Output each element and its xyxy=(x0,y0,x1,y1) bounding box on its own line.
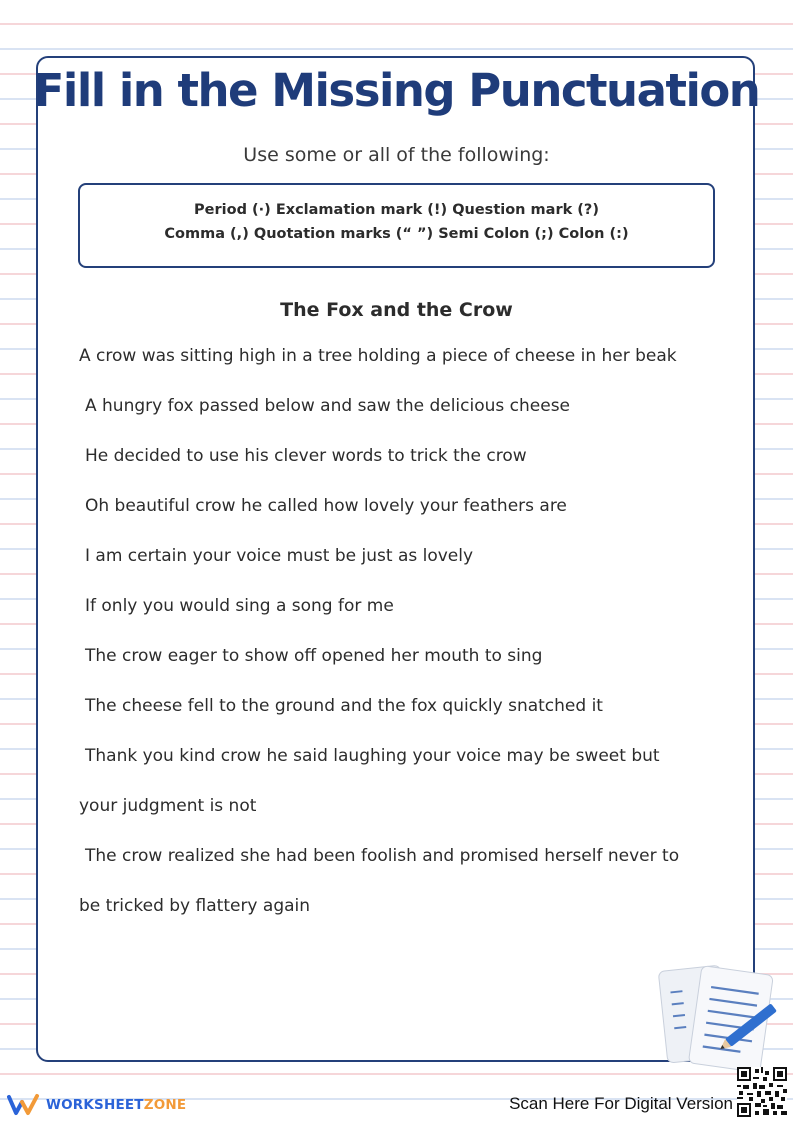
story-line: I am certain your voice must be just as lovely xyxy=(85,546,474,566)
logo-w-icon xyxy=(6,1093,40,1117)
scan-instruction: Scan Here For Digital Version xyxy=(509,1094,733,1113)
story-line: The crow eager to show off opened her mouth to sing xyxy=(85,646,543,666)
story-line: be tricked by flattery again xyxy=(79,896,311,916)
story-line: Oh beautiful crow he called how lovely your feathers are xyxy=(85,496,567,516)
punctuation-line-1: Period (·) Exclamation mark (!) Question mark (?) xyxy=(194,202,599,218)
page-title: Fill in the Missing Punctuation xyxy=(33,64,760,117)
instructions-subtitle: Use some or all of the following: xyxy=(243,144,550,166)
story-line: your judgment is not xyxy=(79,796,257,816)
story-title: The Fox and the Crow xyxy=(280,299,513,321)
punctuation-line-2: Comma (,) Quotation marks (“ ”) Semi Colon (;) Colon (:) xyxy=(164,226,629,242)
logo-text-zone: ZONE xyxy=(143,1097,187,1113)
story-line: A crow was sitting high in a tree holding a piece of cheese in her beak xyxy=(79,346,677,366)
logo-text xyxy=(46,1097,186,1113)
story-line: The cheese fell to the ground and the fox quickly snatched it xyxy=(85,696,603,716)
qr-code-icon[interactable] xyxy=(737,1067,787,1117)
story-line: Thank you kind crow he said laughing your voice may be sweet but xyxy=(85,746,660,766)
story-line: He decided to use his clever words to trick the crow xyxy=(85,446,527,466)
story-line: The crow realized she had been foolish and promised herself never to xyxy=(85,846,680,866)
logo-text-worksheet: WORKSHEET xyxy=(46,1097,144,1113)
worksheetzone-logo[interactable] xyxy=(6,1092,186,1118)
documents-pen-illustration xyxy=(655,960,785,1070)
story-line: A hungry fox passed below and saw the delicious cheese xyxy=(85,396,571,416)
story-line: If only you would sing a song for me xyxy=(85,596,394,616)
punctuation-options-box xyxy=(78,183,715,268)
